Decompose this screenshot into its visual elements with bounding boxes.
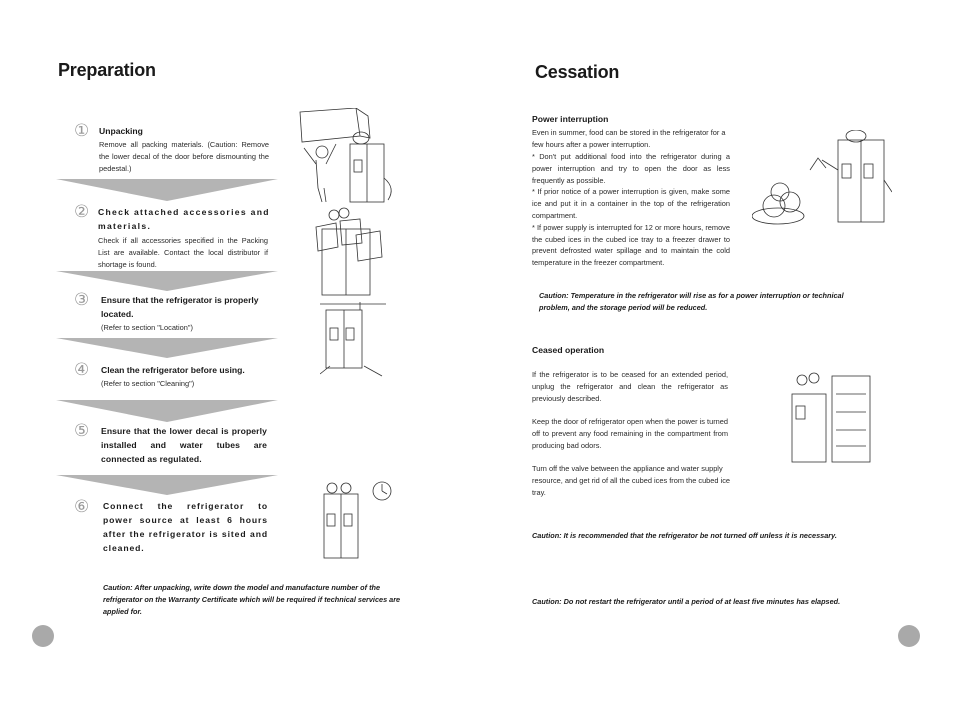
- step-heading-unpacking: Unpacking: [99, 126, 143, 136]
- page-title-preparation: Preparation: [58, 60, 156, 80]
- accessories-illustration: [314, 205, 384, 297]
- unpacking-illustration: [296, 108, 400, 208]
- step-text-clean: (Refer to section "Cleaning"): [101, 379, 195, 388]
- step-divider-arrow: [56, 338, 278, 358]
- page-marker-right: [898, 625, 920, 647]
- caution-temperature: Caution: Temperature in the refrigerator will rise as for a power interruption or technical problem, and the storage period will be reduced.: [539, 291, 844, 312]
- ceased-paragraph-2: Keep the door of refrigerator open when the power is turned off to prevent any food remaining in the compartment from producing bad odors.: [532, 417, 728, 450]
- step-number-5: ⑤: [74, 421, 90, 441]
- step-number-2: ②: [74, 202, 90, 222]
- caution-not-turned-off: Caution: It is recommended that the refrigerator be not turned off unless it is necessary.: [532, 531, 837, 540]
- step-text-unpacking: Remove all packing materials. (Caution: Remove the lower decal of the door before dismounting the pedestal.): [99, 140, 269, 173]
- step-divider-arrow: [56, 271, 278, 291]
- power-bullet: * Don't put additional food into the refrigerator during a power interruption and try to open the door as less frequently as possible.: [532, 152, 730, 185]
- power-connect-illustration: [318, 480, 394, 562]
- step-divider-arrow: [56, 179, 278, 201]
- caution-restart: Caution: Do not restart the refrigerator until a period of at least five minutes has elapsed.: [532, 597, 841, 606]
- step-divider-arrow: [56, 400, 278, 422]
- power-intro-text: Even in summer, food can be stored in the refrigerator for a few hours after a power interruption.: [532, 128, 726, 149]
- power-interruption-illustration: [752, 130, 892, 230]
- step-text-accessories: Check if all accessories specified in the Packing List are available. Contact the local distributor if shortage is found.: [98, 236, 268, 269]
- power-bullet: * If prior notice of a power interruption is given, make some ice and put it in a container in the top of the refrigeration compartment.: [532, 187, 730, 220]
- step-heading-location: Ensure that the refrigerator is properly located.: [101, 295, 259, 319]
- step-number-1: ①: [74, 121, 90, 141]
- step-heading-clean: Clean the refrigerator before using.: [101, 365, 245, 375]
- step-heading-accessories: Check attached accessories and materials.: [98, 207, 270, 231]
- ceased-paragraph-3: Turn off the valve between the appliance and water supply resource, and get rid of all the cubed ices from the cubed ice tray.: [532, 464, 731, 497]
- step-number-6: ⑥: [74, 497, 90, 517]
- step-divider-arrow: [56, 475, 278, 495]
- ceased-operation-illustration: [788, 368, 874, 468]
- step-number-3: ③: [74, 290, 90, 310]
- ceased-paragraph-1: If the refrigerator is to be ceased for an extended period, unplug the refrigerator and clean the refrigerator as previously described.: [532, 370, 728, 403]
- step-text-location: (Refer to section "Location"): [101, 323, 193, 332]
- power-bullet-list: [532, 151, 730, 269]
- caution-warranty: Caution: After unpacking, write down the model and manufacture number of the refrigerator on the Warranty Certificate which will be required if technical services are applied for.: [103, 583, 401, 616]
- section-heading-ceased-operation: Ceased operation: [532, 345, 605, 355]
- location-illustration: [320, 300, 386, 380]
- step-number-4: ④: [74, 360, 90, 380]
- section-heading-power-interruption: Power interruption: [532, 114, 609, 124]
- page-marker-left: [32, 625, 54, 647]
- step-heading-power: Connect the refrigerator to power source at least 6 hours after the refrigerator is sited and cleaned.: [103, 501, 268, 553]
- power-bullet: * If power supply is interrupted for 12 or more hours, remove the cubed ices in the cubed ice tray to a freezer drawer to prevent defrosted water spillage and to maintain the cold temperature in the freezer compartment.: [532, 222, 730, 268]
- step-heading-decal: Ensure that the lower decal is properly installed and water tubes are connected as regulated.: [101, 426, 267, 464]
- page-title-cessation: Cessation: [535, 62, 620, 82]
